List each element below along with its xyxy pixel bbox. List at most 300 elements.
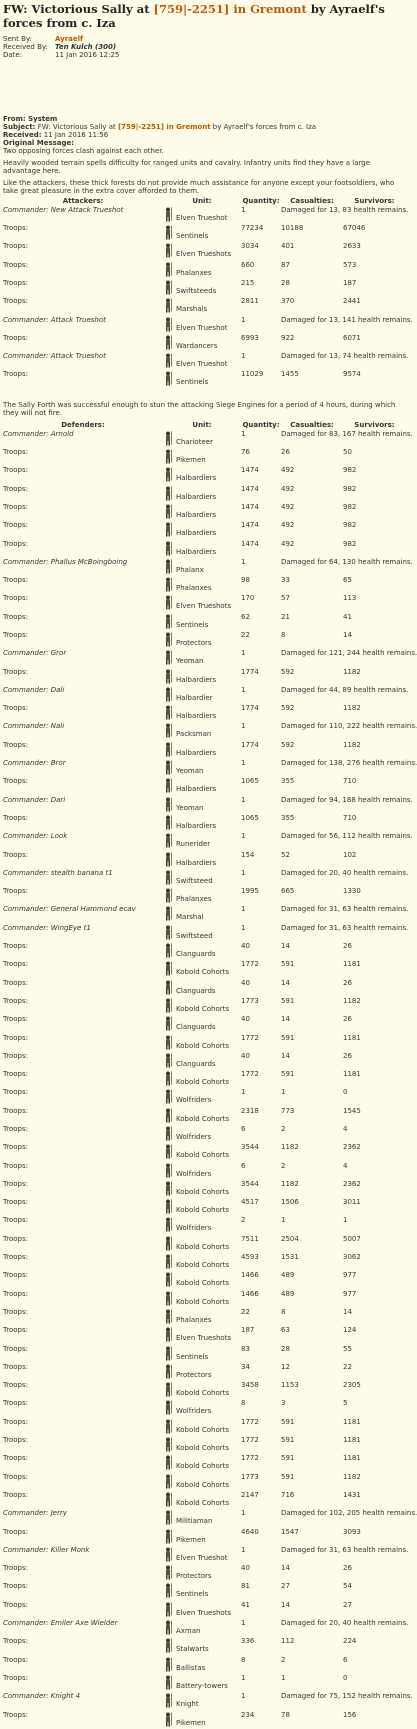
date-label: Date: xyxy=(3,50,23,59)
unit-name: Militiaman xyxy=(176,1517,213,1526)
unit-name: Halbardiers xyxy=(176,510,217,519)
quantity-cell: 1 xyxy=(241,649,246,658)
survivors-cell: 0 xyxy=(343,1673,348,1682)
quantity-cell: 336 xyxy=(241,1637,255,1646)
casualties-cell: 592 xyxy=(281,740,295,749)
table-row xyxy=(3,1473,406,1491)
unit-icon xyxy=(163,1108,173,1123)
row-label: Commander: Attack Trueshot xyxy=(3,315,106,324)
unit-cell xyxy=(163,777,241,795)
sender-link[interactable]: Ayraelf xyxy=(55,34,84,43)
quantity-cell: 40 xyxy=(241,942,250,951)
casualties-cell: 1531 xyxy=(281,1253,299,1262)
casualties-cell: 489 xyxy=(281,1271,295,1280)
damage-cell: Damaged for 31, 63 health remains. xyxy=(281,905,409,914)
table-row xyxy=(3,1601,406,1619)
unit-icon xyxy=(163,1474,173,1489)
unit-name: Swiftsteeds xyxy=(176,286,217,295)
casualties-cell: 716 xyxy=(281,1490,295,1499)
survivors-cell: 1182 xyxy=(343,1472,361,1481)
unit-icon xyxy=(163,280,173,295)
damage-cell: Damaged for 110, 222 health remains. xyxy=(281,722,417,731)
unit-cell xyxy=(163,851,241,869)
unit-name: Axman xyxy=(176,1627,201,1636)
row-label: Troops: xyxy=(3,1362,28,1371)
unit-icon xyxy=(163,1693,173,1708)
unit-cell xyxy=(163,631,241,649)
casualties-cell: 63 xyxy=(281,1326,290,1335)
unit-name: Phalanxes xyxy=(176,1315,212,1324)
unit-name: Kobold Cohorts xyxy=(176,1498,230,1507)
table-row xyxy=(3,1674,406,1692)
survivors-cell: 2362 xyxy=(343,1143,361,1152)
commander-row xyxy=(3,1546,406,1564)
quantity-cell: 1474 xyxy=(241,484,259,493)
unit-cell xyxy=(163,1015,241,1033)
unit-icon xyxy=(163,961,173,976)
unit-name: Kobold Cohorts xyxy=(176,1242,230,1251)
quantity-cell: 3544 xyxy=(241,1143,259,1152)
quantity-cell: 3034 xyxy=(241,242,259,251)
unit-cell xyxy=(163,741,241,759)
unit-name: Halbardiers xyxy=(176,547,217,556)
quantity-cell: 1 xyxy=(241,1088,246,1097)
casualties-cell: 52 xyxy=(281,850,290,859)
unit-icon xyxy=(163,1510,173,1525)
unit-cell xyxy=(163,430,241,448)
survivors-cell: 1181 xyxy=(343,1454,361,1463)
commander-row xyxy=(3,649,406,667)
casualties-cell: 14 xyxy=(281,1015,290,1024)
table-row xyxy=(3,334,406,352)
commander-row xyxy=(3,722,406,740)
survivors-cell: 710 xyxy=(343,777,357,786)
row-label: Troops: xyxy=(3,521,28,530)
unit-icon xyxy=(163,1071,173,1086)
row-label: Troops: xyxy=(3,1344,28,1353)
unit-name: Clanguards xyxy=(176,1023,216,1032)
unit-cell xyxy=(163,1601,241,1619)
unit-cell xyxy=(163,370,241,388)
quantity-cell: 4593 xyxy=(241,1253,259,1262)
row-label: Troops: xyxy=(3,1179,28,1188)
unit-icon xyxy=(163,335,173,350)
commander-row xyxy=(3,1509,406,1527)
unit-icon xyxy=(163,687,173,702)
unit-name: Halbardiers xyxy=(176,748,217,757)
row-label: Troops: xyxy=(3,1472,28,1481)
survivors-cell: 982 xyxy=(343,466,357,475)
unit-icon xyxy=(163,1016,173,1031)
unit-icon xyxy=(163,317,173,332)
survivors-cell: 982 xyxy=(343,484,357,493)
quantity-cell: 1774 xyxy=(241,740,259,749)
casualties-cell: 1 xyxy=(281,1088,286,1097)
unit-cell xyxy=(163,1052,241,1070)
unit-name: Wolfriders xyxy=(176,1133,212,1141)
table-row xyxy=(3,631,406,649)
unit-icon xyxy=(163,449,173,464)
survivors-cell: 55 xyxy=(343,1344,352,1353)
unit-cell xyxy=(163,1582,241,1600)
quantity-cell: 2147 xyxy=(241,1490,259,1499)
quantity-cell: 234 xyxy=(241,1710,255,1719)
table-row xyxy=(3,1436,406,1454)
row-label: Troops: xyxy=(3,704,28,713)
row-label: Troops: xyxy=(3,370,28,379)
unit-icon xyxy=(163,486,173,501)
message-meta xyxy=(3,35,399,59)
quantity-cell: 2318 xyxy=(241,1106,259,1115)
table-row xyxy=(3,1180,406,1198)
survivors-cell: 1 xyxy=(343,1216,348,1225)
quantity-cell: 6 xyxy=(241,1161,246,1170)
unit-cell xyxy=(163,540,241,558)
table-row xyxy=(3,1271,406,1289)
quantity-cell: 1773 xyxy=(241,1472,259,1481)
unit-icon xyxy=(163,207,173,222)
survivors-cell: 0 xyxy=(343,1088,348,1097)
casualties-cell: 1455 xyxy=(281,370,299,379)
unit-cell xyxy=(163,960,241,978)
unit-name: Halbardiers xyxy=(176,821,217,830)
unit-icon xyxy=(163,650,173,665)
unit-cell xyxy=(163,1491,241,1509)
quantity-cell: 6 xyxy=(241,1125,246,1133)
quantity-cell: 4640 xyxy=(241,1527,259,1536)
unit-name: Stalwarts xyxy=(176,1645,209,1654)
unit-name: Phalanxes xyxy=(176,895,212,904)
row-label: Troops: xyxy=(3,1564,28,1573)
row-label: Troops: xyxy=(3,1710,28,1719)
unit-icon xyxy=(163,1419,173,1434)
unit-name: Kobold Cohorts xyxy=(176,1151,230,1160)
row-label: Commander: Phallus McBoingboing xyxy=(3,557,128,566)
row-label: Troops: xyxy=(3,813,28,822)
table-row xyxy=(3,1198,406,1216)
casualties-cell: 492 xyxy=(281,484,295,493)
unit-name: Halbardier xyxy=(176,693,213,702)
quantity-cell: 83 xyxy=(241,1344,250,1353)
table-row xyxy=(3,1143,406,1161)
date-value: 11 Jan 2016 12:25 xyxy=(55,50,120,59)
quantity-cell: 1 xyxy=(241,205,246,214)
casualties-cell: 370 xyxy=(281,297,295,306)
unit-cell xyxy=(163,206,241,224)
unit-name: Swiftsteed xyxy=(176,931,213,940)
quantity-cell: 77234 xyxy=(241,224,264,233)
unit-cell xyxy=(163,224,241,242)
quantity-cell: 2811 xyxy=(241,297,259,306)
unit-cell xyxy=(163,485,241,503)
unit-name: Knight xyxy=(176,1700,199,1709)
survivors-cell: 1182 xyxy=(343,704,361,713)
subject-coords-link[interactable]: [759|-2251] in Gremont xyxy=(117,122,211,131)
survivors-cell: 54 xyxy=(343,1582,352,1591)
unit-icon xyxy=(163,1181,173,1196)
unit-icon xyxy=(163,632,173,647)
quantity-cell: 1772 xyxy=(241,1454,259,1463)
casualties-cell: 492 xyxy=(281,539,295,548)
damage-cell: Damaged for 20, 40 health remains. xyxy=(281,868,409,877)
survivors-cell: 2362 xyxy=(343,1179,361,1188)
damage-cell: Damaged for 56, 112 health remains. xyxy=(281,832,413,841)
casualties-cell: 665 xyxy=(281,887,295,896)
quantity-cell: 2 xyxy=(241,1216,246,1225)
unit-icon xyxy=(163,1254,173,1269)
unit-cell xyxy=(163,1088,241,1106)
quantity-cell: 1 xyxy=(241,1673,246,1682)
quantity-cell: 3544 xyxy=(241,1179,259,1188)
attackers-header-3: Casualties: xyxy=(290,196,334,205)
unit-icon xyxy=(163,833,173,848)
survivors-cell: 2305 xyxy=(343,1381,361,1390)
unit-cell xyxy=(163,1509,241,1527)
quantity-cell: 1474 xyxy=(241,539,259,548)
damage-cell: Damaged for 20, 40 health remains. xyxy=(281,1619,409,1628)
damage-cell: Damaged for 94, 188 health remains. xyxy=(281,795,413,804)
survivors-cell: 22 xyxy=(343,1362,352,1371)
quantity-cell: 62 xyxy=(241,612,250,621)
quantity-cell: 1 xyxy=(241,1692,246,1701)
commander-row xyxy=(3,558,406,576)
unit-icon xyxy=(163,723,173,738)
unit-name: Sentinels xyxy=(176,1590,209,1599)
quantity-cell: 11029 xyxy=(241,370,264,379)
survivors-cell: 2633 xyxy=(343,242,361,251)
quantity-cell: 7511 xyxy=(241,1234,259,1243)
quantity-cell: 81 xyxy=(241,1582,250,1591)
casualties-cell: 1 xyxy=(281,1216,286,1225)
survivors-cell: 1545 xyxy=(343,1106,361,1115)
commander-row xyxy=(3,869,406,887)
unit-name: Kobold Cohorts xyxy=(176,1425,230,1434)
casualties-cell: 592 xyxy=(281,704,295,713)
survivors-cell: 982 xyxy=(343,502,357,511)
casualties-cell: 57 xyxy=(281,594,290,603)
unit-icon xyxy=(163,225,173,240)
survivors-cell: 3093 xyxy=(343,1527,361,1536)
casualties-cell: 10188 xyxy=(281,224,304,233)
damage-cell: Damaged for 13, 83 health remains. xyxy=(281,205,409,214)
unit-icon xyxy=(163,1565,173,1580)
unit-cell xyxy=(163,1308,241,1326)
unit-icon xyxy=(163,1346,173,1361)
unit-icon xyxy=(163,431,173,446)
unit-icon xyxy=(163,943,173,958)
casualties-cell: 591 xyxy=(281,996,295,1005)
quantity-cell: 1466 xyxy=(241,1289,259,1298)
unit-icon xyxy=(163,888,173,903)
unit-cell xyxy=(163,1656,241,1674)
table-row xyxy=(3,279,406,297)
unit-name: Halbardiers xyxy=(176,474,217,483)
unit-icon xyxy=(163,1712,173,1727)
commander-row xyxy=(3,1619,406,1637)
unit-cell xyxy=(163,1326,241,1344)
unit-name: Kobold Cohorts xyxy=(176,1206,230,1215)
casualties-cell: 1182 xyxy=(281,1179,299,1188)
quantity-cell: 1474 xyxy=(241,466,259,475)
unit-cell xyxy=(163,1143,241,1161)
commander-row xyxy=(3,796,406,814)
unit-icon xyxy=(163,1035,173,1050)
unit-cell xyxy=(163,1125,241,1143)
defenders-header-2: Quantity: xyxy=(242,420,280,429)
row-label: Troops: xyxy=(3,667,28,676)
survivors-cell: 26 xyxy=(343,1564,352,1573)
table-row xyxy=(3,887,406,905)
damage-cell: Damaged for 102, 205 health remains. xyxy=(281,1509,417,1518)
unit-cell xyxy=(163,1546,241,1564)
casualties-cell: 8 xyxy=(281,630,286,639)
row-label: Troops: xyxy=(3,1106,28,1115)
quantity-cell: 215 xyxy=(241,278,255,287)
row-label: Troops: xyxy=(3,1033,28,1042)
intro-text: Two opposing forces clash against each other. xyxy=(3,146,164,155)
row-label: Commander: Dari xyxy=(3,795,66,804)
table-row xyxy=(3,297,406,315)
unit-cell xyxy=(163,1290,241,1308)
unit-icon xyxy=(163,925,173,940)
row-label: Troops: xyxy=(3,612,28,621)
survivors-cell: 977 xyxy=(343,1271,357,1280)
row-label: Troops: xyxy=(3,942,28,951)
casualties-cell: 87 xyxy=(281,260,290,269)
survivors-cell: 1181 xyxy=(343,1417,361,1426)
unit-icon xyxy=(163,371,173,386)
original-subject: Subject: FW: Victorious Sally at [759|-2251] in Gremont by Ayraelf's forces from c. Iza xyxy=(3,122,317,131)
unit-name: Halbardiers xyxy=(176,712,217,721)
casualties-cell: 8 xyxy=(281,1307,286,1316)
unit-cell xyxy=(163,261,241,279)
unit-icon xyxy=(163,1144,173,1159)
row-label: Troops: xyxy=(3,1307,28,1316)
quantity-cell: 1 xyxy=(241,795,246,804)
unit-cell xyxy=(163,1235,241,1253)
casualties-cell: 591 xyxy=(281,1070,295,1079)
survivors-cell: 1431 xyxy=(343,1490,361,1499)
casualties-cell: 12 xyxy=(281,1362,290,1371)
unit-cell xyxy=(163,686,241,704)
table-row xyxy=(3,942,406,960)
casualties-cell: 492 xyxy=(281,502,295,511)
unit-cell xyxy=(163,905,241,923)
unit-name: Kobold Cohorts xyxy=(176,1261,230,1270)
quantity-cell: 170 xyxy=(241,594,255,603)
unit-icon xyxy=(163,1163,173,1178)
quantity-cell: 1 xyxy=(241,352,246,361)
unit-icon xyxy=(163,1492,173,1507)
row-label: Troops: xyxy=(3,1399,28,1408)
quantity-cell: 1772 xyxy=(241,1033,259,1042)
unit-icon xyxy=(163,1272,173,1287)
row-label: Troops: xyxy=(3,1436,28,1445)
table-row xyxy=(3,1052,406,1070)
commander-row xyxy=(3,206,406,224)
unit-name: Kobold Cohorts xyxy=(176,1004,230,1013)
unit-icon xyxy=(163,1529,173,1544)
attackers-table xyxy=(3,196,413,389)
coords-link[interactable]: [759|-2251] in Gremont xyxy=(153,2,307,16)
attackers-header-0: Attackers: xyxy=(62,196,104,205)
row-label: Troops: xyxy=(3,1125,28,1133)
survivors-cell: 26 xyxy=(343,1015,352,1024)
unit-icon xyxy=(163,467,173,482)
table-row xyxy=(3,448,406,466)
casualties-cell: 21 xyxy=(281,612,290,621)
unit-name: Sentinels xyxy=(176,1352,209,1361)
casualties-cell: 28 xyxy=(281,1344,290,1353)
row-label: Commander: Emiler Axe Wielder xyxy=(3,1619,118,1628)
unit-icon xyxy=(163,1089,173,1104)
unit-icon xyxy=(163,1309,173,1324)
unit-icon xyxy=(163,262,173,277)
unit-name: Protectors xyxy=(176,1370,212,1379)
casualties-cell: 492 xyxy=(281,466,295,475)
table-row xyxy=(3,777,406,795)
unit-name: Runerider xyxy=(176,840,211,849)
unit-cell xyxy=(163,448,241,466)
unit-name: Wolfriders xyxy=(176,1096,212,1105)
casualties-cell: 591 xyxy=(281,1417,295,1426)
table-row xyxy=(3,851,406,869)
unit-icon xyxy=(163,778,173,793)
table-row xyxy=(3,1454,406,1472)
row-label: Commander: stealth banana t1 xyxy=(3,868,113,877)
quantity-cell: 1474 xyxy=(241,521,259,530)
attackers-header-4: Survivors: xyxy=(354,196,395,205)
survivors-cell: 102 xyxy=(343,850,357,859)
table-row xyxy=(3,1345,406,1363)
row-label: Troops: xyxy=(3,1051,28,1060)
row-label: Troops: xyxy=(3,242,28,251)
unit-cell xyxy=(163,1454,241,1472)
attackers-header-1: Unit: xyxy=(192,196,212,205)
table-row xyxy=(3,1399,406,1417)
defenders-header-3: Casualties: xyxy=(290,420,334,429)
unit-icon xyxy=(163,504,173,519)
unit-icon xyxy=(163,1455,173,1470)
quantity-cell: 1772 xyxy=(241,1417,259,1426)
unit-cell xyxy=(163,334,241,352)
unit-cell xyxy=(163,649,241,667)
unit-name: Kobold Cohorts xyxy=(176,1389,230,1398)
row-label: Troops: xyxy=(3,260,28,269)
survivors-cell: 573 xyxy=(343,260,357,269)
row-label: Troops: xyxy=(3,1582,28,1591)
unit-icon xyxy=(163,1199,173,1214)
row-label: Troops: xyxy=(3,1088,28,1097)
unit-name: Kobold Cohorts xyxy=(176,1462,230,1471)
table-row xyxy=(3,668,406,686)
unit-cell xyxy=(163,297,241,315)
unit-name: Marshal xyxy=(176,913,204,922)
row-label: Troops: xyxy=(3,1417,28,1426)
unit-cell xyxy=(163,613,241,631)
casualties-cell: 2 xyxy=(281,1655,286,1664)
original-received: Received: 11 Jan 2016 11:56 xyxy=(3,130,109,139)
row-label: Commander: Attack Trueshot xyxy=(3,352,106,361)
row-label: Troops: xyxy=(3,1143,28,1152)
row-label: Troops: xyxy=(3,297,28,306)
row-label: Troops: xyxy=(3,1271,28,1280)
unit-cell xyxy=(163,1674,241,1692)
table-row xyxy=(3,1528,406,1546)
damage-cell: Damaged for 138, 276 health remains. xyxy=(281,759,417,768)
unit-icon xyxy=(163,1236,173,1251)
unit-cell xyxy=(163,1345,241,1363)
